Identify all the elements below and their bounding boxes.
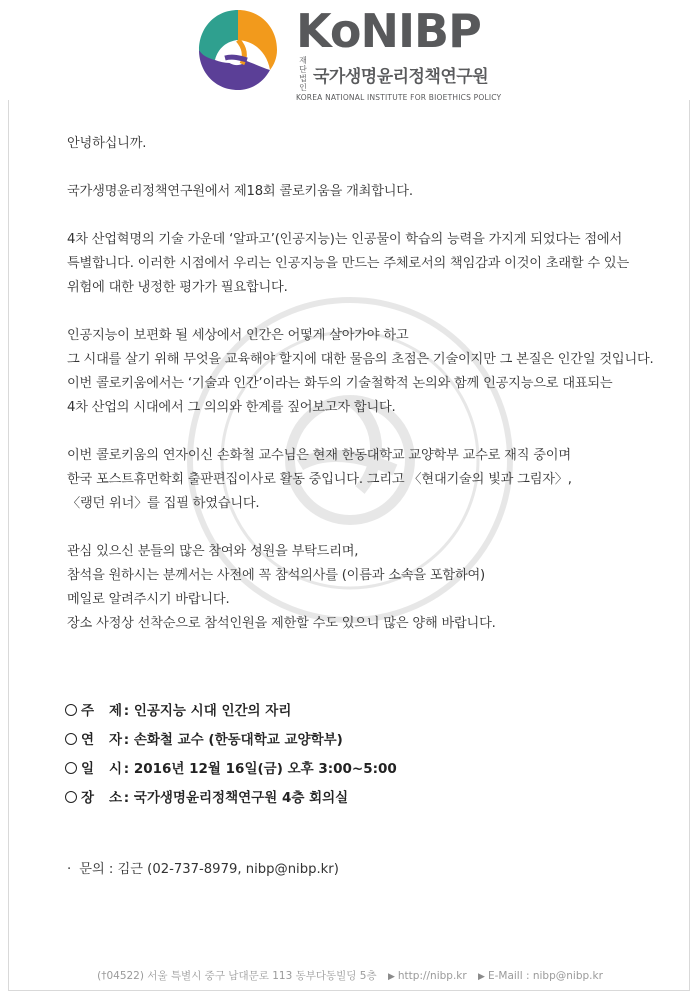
text-line: 참석을 원하시는 분께서는 사전에 꼭 참석의사를 (이름과 소속을 포함하여) bbox=[67, 568, 485, 583]
footer-address: (†04522) 서울 특별시 중구 남대문로 113 동부다동빌딩 5층 bbox=[97, 970, 377, 982]
logo-text bbox=[296, 4, 502, 102]
circle-bullet-icon bbox=[65, 762, 77, 774]
arrow-right-icon: ▶ bbox=[387, 972, 395, 982]
circle-bullet-icon bbox=[65, 733, 77, 745]
text-line: 장소 사정상 선착순으로 참석인원을 제한할 수도 있으니 많은 양해 바랍니다. bbox=[67, 616, 496, 631]
konibp-logo-icon bbox=[197, 8, 279, 92]
circle-bullet-icon bbox=[65, 704, 77, 716]
detail-row-datetime: 일 시 : 2016년 12월 16일(금) 오후 3:00~5:00 bbox=[65, 755, 397, 784]
text-line: 인공지능이 보편화 될 세상에서 인간은 어떻게 살아가야 하고 bbox=[67, 328, 409, 343]
contact-text: 문의 : 김근 (02-737-8979, nibp@nibp.kr) bbox=[79, 862, 339, 877]
paragraph-speaker bbox=[67, 444, 677, 516]
text-line: 메일로 알려주시기 바랍니다. bbox=[67, 592, 230, 607]
org-name-ko: 국가생명윤리정책연구원 bbox=[313, 66, 489, 87]
detail-value: 인공지능 시대 인간의 자리 bbox=[133, 703, 292, 719]
detail-value: 2016년 12월 16일(금) 오후 3:00~5:00 bbox=[133, 761, 397, 777]
paragraph-ai-society bbox=[67, 324, 677, 420]
text-line: 이번 콜로키움에서는 ‘기술과 인간’이라는 화두의 기술철학적 논의와 함께 인공지능으로 대표되는 bbox=[67, 376, 613, 391]
text-line: 특별합니다. 이러한 시점에서 우리는 인공지능을 만드는 주체로서의 책임감과 이것이 초래할 수 있는 bbox=[67, 256, 630, 271]
foundation-tag: 재단법인 bbox=[299, 56, 307, 92]
text-line: 4차 산업의 시대에서 그 의의와 한계를 짚어보고자 합니다. bbox=[67, 400, 396, 415]
org-name-row bbox=[296, 56, 501, 92]
letterhead bbox=[0, 0, 700, 100]
text-line: 위험에 대한 냉정한 평가가 필요합니다. bbox=[67, 280, 288, 295]
detail-value: 손화철 교수 (한동대학교 교양학부) bbox=[133, 732, 343, 748]
letter-body bbox=[67, 132, 677, 660]
intro-paragraph: 국가생명윤리정책연구원에서 제18회 콜로키움을 개최합니다. bbox=[67, 184, 413, 199]
detail-row-venue: 장 소 : 국가생명윤리정책연구원 4층 회의실 bbox=[65, 784, 397, 813]
footer bbox=[0, 968, 700, 983]
text-line: 〈랭던 위너〉를 집필 하였습니다. bbox=[67, 496, 260, 511]
event-details bbox=[65, 697, 397, 813]
arrow-right-icon: ▶ bbox=[478, 972, 485, 982]
paragraph-alphago bbox=[67, 228, 677, 300]
footer-email[interactable]: E-Maill : nibp@nibp.kr bbox=[487, 970, 603, 982]
text-line: 한국 포스트휴먼학회 출판편집이사로 활동 중입니다. 그리고 〈현대기술의 빛과 그림자〉, bbox=[67, 472, 572, 487]
bullet-dot: · bbox=[67, 862, 72, 877]
org-name-en: KOREA NATIONAL INSTITUTE FOR BIOETHICS POLICY bbox=[296, 93, 502, 102]
contact-info bbox=[67, 858, 339, 877]
text-line: 관심 있으신 분들의 많은 참여와 성원을 부탁드리며, bbox=[67, 544, 359, 559]
brand-name: KoNIBP bbox=[296, 4, 481, 58]
paragraph-attendance bbox=[67, 540, 677, 636]
text-line: 그 시대를 살기 위해 무엇을 교육해야 할지에 대한 물음의 초점은 기술이지만 그 본질은 인간일 것입니다. bbox=[67, 352, 654, 367]
text-line: 4차 산업혁명의 기술 가운데 ‘알파고’(인공지능)는 인공물이 학습의 능력을 가지게 되었다는 점에서 bbox=[67, 232, 623, 247]
circle-bullet-icon bbox=[65, 791, 77, 803]
greeting: 안녕하십니까. bbox=[67, 136, 147, 151]
footer-url[interactable]: http://nibp.kr bbox=[397, 970, 467, 982]
detail-row-topic: 주 제 : 인공지능 시대 인간의 자리 bbox=[65, 697, 397, 726]
text-line: 이번 콜로키움의 연자이신 손화철 교수님은 현재 한동대학교 교양학부 교수로 재직 중이며 bbox=[67, 448, 571, 463]
detail-row-speaker: 연 자 : 손화철 교수 (한동대학교 교양학부) bbox=[65, 726, 397, 755]
detail-value: 국가생명윤리정책연구원 4층 회의실 bbox=[133, 790, 349, 806]
